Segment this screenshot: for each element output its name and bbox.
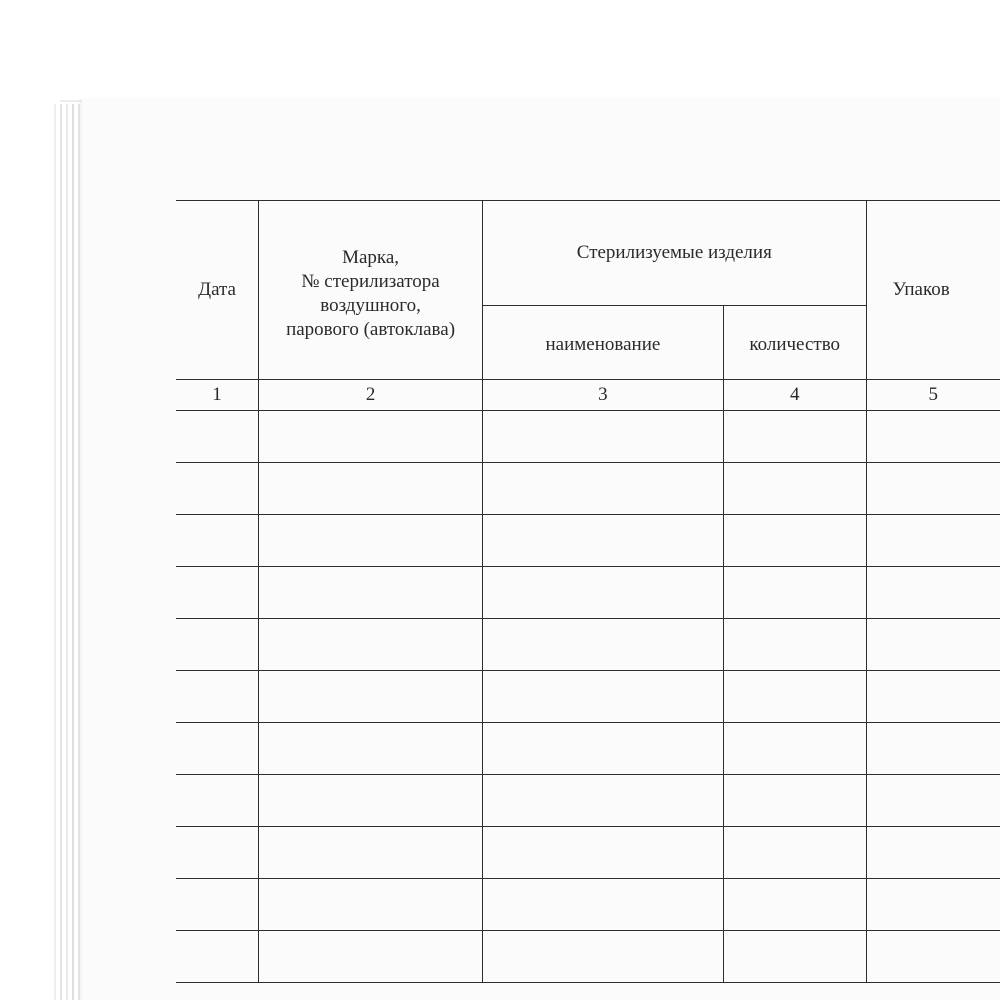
journal-entry-cell[interactable] bbox=[866, 567, 1000, 619]
journal-entry-row bbox=[176, 723, 1000, 775]
journal-entry-cell[interactable] bbox=[176, 931, 259, 983]
journal-entry-cell[interactable] bbox=[483, 827, 724, 879]
sterilization-journal-table bbox=[176, 200, 1000, 983]
journal-entry-row bbox=[176, 567, 1000, 619]
column-number: 3 bbox=[483, 380, 724, 411]
journal-entry-row bbox=[176, 671, 1000, 723]
journal-entry-cell[interactable] bbox=[723, 411, 866, 463]
column-number: 2 bbox=[259, 380, 483, 411]
journal-entry-cell[interactable] bbox=[259, 931, 483, 983]
journal-entry-cell[interactable] bbox=[176, 671, 259, 723]
journal-entry-cell[interactable] bbox=[866, 463, 1000, 515]
journal-entry-cell[interactable] bbox=[259, 671, 483, 723]
journal-entry-cell[interactable] bbox=[259, 723, 483, 775]
journal-entry-cell[interactable] bbox=[176, 879, 259, 931]
journal-entry-row bbox=[176, 879, 1000, 931]
journal-entry-cell[interactable] bbox=[723, 671, 866, 723]
sheet-edge bbox=[78, 104, 80, 1000]
header-mark-line: воздушного, bbox=[320, 295, 421, 316]
journal-entry-cell[interactable] bbox=[483, 463, 724, 515]
journal-entry-row bbox=[176, 619, 1000, 671]
journal-entry-cell[interactable] bbox=[483, 515, 724, 567]
journal-entry-cell[interactable] bbox=[259, 775, 483, 827]
header-sterilized-items: Стерилизуемые изделия bbox=[483, 201, 867, 306]
journal-entry-row bbox=[176, 463, 1000, 515]
journal-entry-cell[interactable] bbox=[723, 515, 866, 567]
journal-entry-cell[interactable] bbox=[483, 411, 724, 463]
journal-entry-cell[interactable] bbox=[866, 671, 1000, 723]
header-sterilizer-mark bbox=[259, 201, 483, 380]
journal-entry-row bbox=[176, 775, 1000, 827]
journal-entry-cell[interactable] bbox=[483, 567, 724, 619]
journal-entry-cell[interactable] bbox=[176, 619, 259, 671]
journal-entry-cell[interactable] bbox=[483, 879, 724, 931]
journal-entry-cell[interactable] bbox=[176, 463, 259, 515]
journal-entry-row bbox=[176, 931, 1000, 983]
journal-entry-row bbox=[176, 827, 1000, 879]
column-number: 4 bbox=[723, 380, 866, 411]
journal-entry-row bbox=[176, 515, 1000, 567]
journal-entry-cell[interactable] bbox=[866, 775, 1000, 827]
header-date: Дата bbox=[176, 201, 259, 380]
header-mark-line: № стерилизатора bbox=[301, 271, 440, 292]
header-item-name: наименование bbox=[483, 306, 724, 380]
journal-entry-cell[interactable] bbox=[866, 879, 1000, 931]
journal-entry-cell[interactable] bbox=[723, 879, 866, 931]
sheet-edge bbox=[66, 104, 68, 1000]
journal-entry-cell[interactable] bbox=[866, 411, 1000, 463]
journal-entry-cell[interactable] bbox=[866, 931, 1000, 983]
journal-entry-cell[interactable] bbox=[866, 723, 1000, 775]
sheet-edge bbox=[54, 104, 56, 1000]
journal-entry-cell[interactable] bbox=[866, 827, 1000, 879]
journal-entry-cell[interactable] bbox=[483, 723, 724, 775]
journal-entry-cell[interactable] bbox=[176, 515, 259, 567]
journal-entry-cell[interactable] bbox=[723, 567, 866, 619]
journal-entry-cell[interactable] bbox=[866, 619, 1000, 671]
journal-entry-cell[interactable] bbox=[176, 775, 259, 827]
journal-entry-cell[interactable] bbox=[723, 619, 866, 671]
header-packaging: Упаков bbox=[866, 201, 1000, 380]
journal-entry-cell[interactable] bbox=[259, 515, 483, 567]
journal-entry-cell[interactable] bbox=[723, 775, 866, 827]
column-number: 1 bbox=[176, 380, 259, 411]
journal-entry-cell[interactable] bbox=[259, 619, 483, 671]
journal-entry-cell[interactable] bbox=[866, 515, 1000, 567]
journal-entry-cell[interactable] bbox=[176, 827, 259, 879]
journal-entry-cell[interactable] bbox=[259, 463, 483, 515]
journal-entry-cell[interactable] bbox=[723, 723, 866, 775]
journal-entry-cell[interactable] bbox=[483, 931, 724, 983]
column-number: 5 bbox=[866, 380, 1000, 411]
journal-entry-cell[interactable] bbox=[483, 671, 724, 723]
column-number-row bbox=[176, 380, 1000, 411]
journal-entry-cell[interactable] bbox=[176, 723, 259, 775]
journal-entry-cell[interactable] bbox=[259, 827, 483, 879]
journal-entry-cell[interactable] bbox=[176, 567, 259, 619]
header-row-top bbox=[176, 201, 1000, 306]
journal-entry-cell[interactable] bbox=[723, 463, 866, 515]
journal-entry-cell[interactable] bbox=[259, 879, 483, 931]
journal-entry-cell[interactable] bbox=[259, 567, 483, 619]
header-item-quantity: количество bbox=[723, 306, 866, 380]
journal-entry-cell[interactable] bbox=[483, 619, 724, 671]
journal-entry-cell[interactable] bbox=[176, 411, 259, 463]
sheet-edge bbox=[72, 104, 74, 1000]
journal-entry-cell[interactable] bbox=[723, 827, 866, 879]
journal-entry-cell[interactable] bbox=[259, 411, 483, 463]
header-mark-line: парового (автоклава) bbox=[286, 319, 456, 340]
header-mark-line: Марка, bbox=[342, 247, 400, 268]
journal-entry-cell[interactable] bbox=[483, 775, 724, 827]
sheet-edge bbox=[60, 104, 62, 1000]
journal-entry-row bbox=[176, 411, 1000, 463]
journal-entry-cell[interactable] bbox=[723, 931, 866, 983]
